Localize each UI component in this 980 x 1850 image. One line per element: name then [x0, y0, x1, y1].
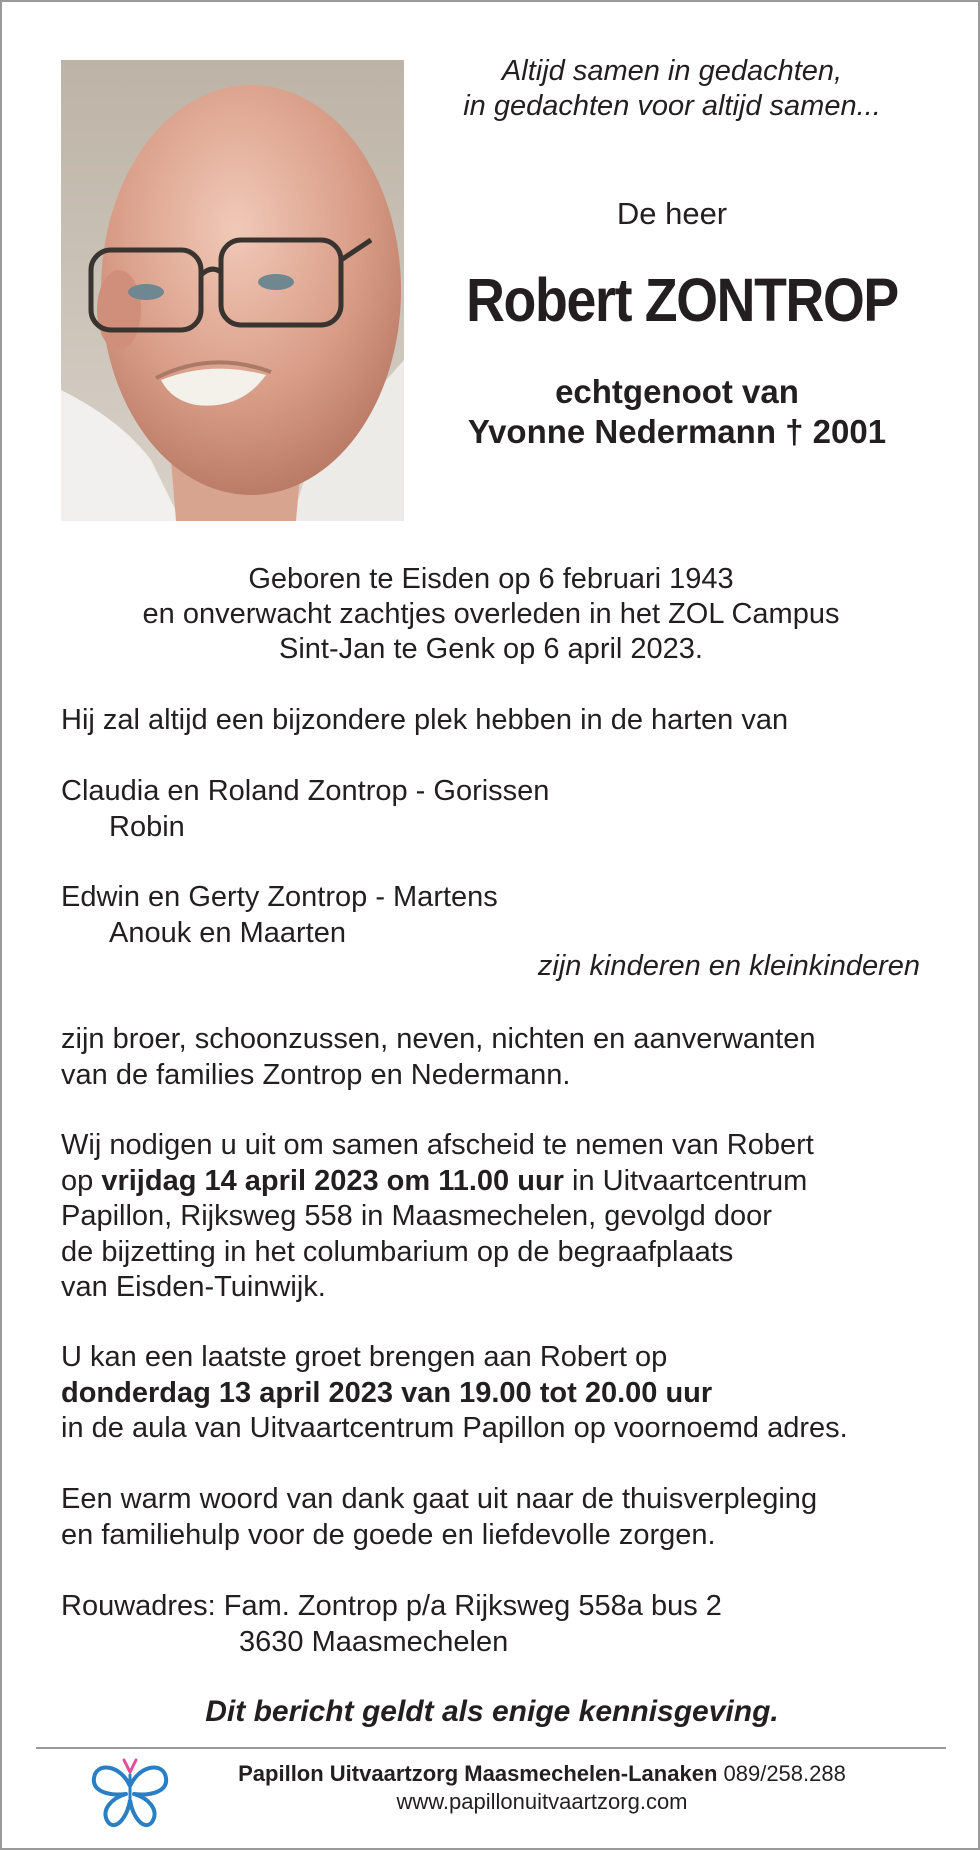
- butterfly-logo-icon: [90, 1756, 170, 1830]
- thanks-paragraph: [61, 1482, 941, 1553]
- farewell-paragraph: [61, 1128, 941, 1306]
- birth-line-2: en onverwacht zachtjes overleden in het ZOL Campus: [142, 598, 840, 630]
- quote-line-1: Altijd samen in gedachten,: [501, 55, 843, 87]
- family-couple-1: Claudia en Roland Zontrop - Gorissen: [61, 775, 550, 807]
- thanks-line-1: Een warm woord van dank gaat uit naar de thuisverpleging: [61, 1483, 818, 1515]
- family-couple-2: Edwin en Gerty Zontrop - Martens: [61, 881, 498, 913]
- farewell-line-2-pre: op: [61, 1164, 102, 1197]
- relatives-line-1: zijn broer, schoonzussen, neven, nichten en aanverwanten: [61, 1023, 816, 1055]
- deceased-name: Robert ZONTROP: [466, 266, 898, 334]
- portrait-photo: [61, 60, 404, 521]
- farewell-line-5: van Eisden-Tuinwijk.: [61, 1271, 326, 1303]
- family-relation: zijn kinderen en kleinkinderen: [537, 950, 920, 982]
- intro-line: Hij zal altijd een bijzondere plek hebben in de harten van: [61, 704, 789, 736]
- closing-statement: Dit bericht geldt als enige kennisgeving.: [205, 1695, 779, 1728]
- mourning-address: [61, 1589, 941, 1660]
- birth-line-1: Geboren te Eisden op 6 februari 1943: [248, 563, 734, 595]
- intro-text: [61, 703, 941, 739]
- farewell-line-2-post: in Uitvaartcentrum: [563, 1164, 808, 1197]
- farewell-line-2: [61, 1164, 941, 1200]
- address-line-2: 3630 Maasmechelen: [239, 1625, 509, 1658]
- farewell-date: vrijdag 14 april 2023 om 11.00 uur: [101, 1164, 564, 1197]
- spouse: [422, 372, 932, 452]
- spouse-line-2: Yvonne Nedermann † 2001: [467, 413, 887, 450]
- viewing-date: donderdag 13 april 2023 van 19.00 tot 20.00 uur: [61, 1376, 713, 1409]
- footer-line-1: [172, 1760, 912, 1788]
- family-2: [61, 880, 941, 951]
- viewing-line-2: [61, 1376, 941, 1412]
- address-line-1: Rouwadres: Fam. Zontrop p/a Rijksweg 558a bus 2: [61, 1590, 722, 1622]
- quote-line-2: in gedachten voor altijd samen...: [463, 90, 881, 122]
- relatives-line-2: van de families Zontrop en Nedermann.: [61, 1058, 571, 1091]
- farewell-line-1: Wij nodigen u uit om samen afscheid te nemen van Robert: [61, 1129, 814, 1161]
- birth-line-3: Sint-Jan te Genk op 6 april 2023.: [279, 633, 703, 665]
- viewing-line-3: in de aula van Uitvaartcentrum Papillon op voornoemd adres.: [61, 1412, 848, 1444]
- viewing-line-1: U kan een laatste groet brengen aan Robert op: [61, 1341, 668, 1373]
- viewing-paragraph: [61, 1340, 941, 1447]
- farewell-line-4: de bijzetting in het columbarium op de begraafplaats: [61, 1235, 734, 1268]
- family-grandchildren-2: Anouk en Maarten: [109, 916, 346, 949]
- family-1: [61, 774, 941, 845]
- company-website: www.papillonuitvaartzorg.com: [396, 1789, 688, 1814]
- thanks-line-2: en familiehulp voor de goede en liefdevolle zorgen.: [61, 1518, 716, 1551]
- relatives: [61, 1022, 941, 1093]
- farewell-line-3: Papillon, Rijksweg 558 in Maasmechelen, gevolgd door: [61, 1200, 772, 1232]
- family-grandchildren-1: Robin: [109, 810, 185, 843]
- footer: [172, 1760, 912, 1816]
- spouse-line-1: echtgenoot van: [555, 373, 799, 410]
- company-phone: 089/258.288: [717, 1761, 846, 1786]
- quote: [422, 54, 922, 124]
- birth-death-info: [61, 562, 921, 667]
- footer-divider: [36, 1747, 946, 1749]
- company-name: Papillon Uitvaartzorg Maasmechelen-Lanaken: [238, 1761, 718, 1786]
- salutation: De heer: [616, 196, 728, 231]
